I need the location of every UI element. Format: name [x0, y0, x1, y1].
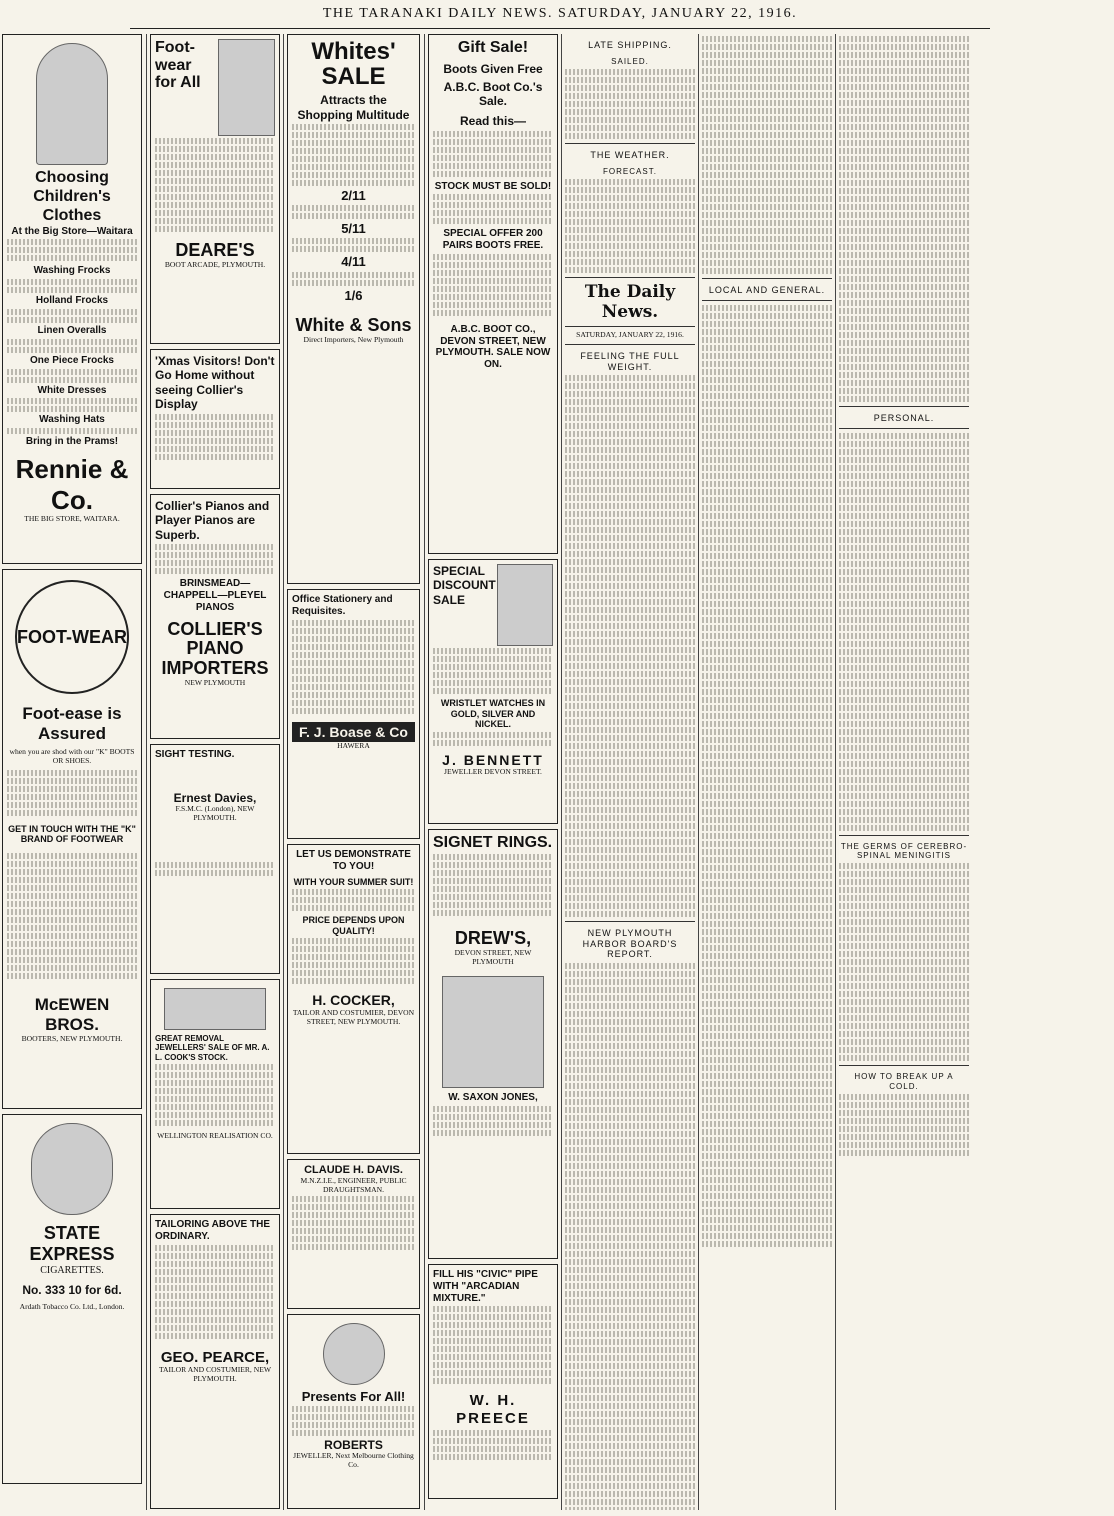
jewellery-illustration — [164, 988, 266, 1030]
section-heading: PERSONAL. — [873, 413, 935, 423]
price: 1/6 — [344, 287, 363, 303]
ad-title: Gift Sale! — [457, 39, 529, 56]
issue-date: SATURDAY, JANUARY 22, 1916. — [576, 330, 684, 340]
ad-footer: THE BIG STORE, WAITARA. — [24, 514, 120, 524]
bennett-ad — [428, 559, 558, 824]
crest-illustration — [31, 1123, 113, 1215]
deare-ad — [150, 34, 280, 344]
ad-sub: WITH YOUR SUMMER SUIT! — [293, 876, 414, 887]
section-subheading: SAILED. — [611, 56, 649, 66]
ad-head: Foot-ease is Assured — [22, 704, 122, 744]
ad-footer: Direct Importers, New Plymouth — [303, 335, 404, 345]
column-2 — [150, 34, 280, 1510]
brand-name: H. COCKER, — [312, 992, 395, 1009]
roberts-ad — [287, 1314, 420, 1509]
ad-title: Collier's Pianos and Player Pianos are Superb. — [155, 499, 270, 542]
ad-title: Whites' SALE — [311, 38, 396, 91]
ad-title: FILL HIS "CIVIC" PIPE WITH "ARCADIAN MIXTURE." — [433, 1269, 538, 1304]
watch-illustration — [497, 564, 553, 646]
ad-sub: F.S.M.C. (London), NEW PLYMOUTH. — [175, 803, 255, 822]
boot-illustration — [218, 39, 275, 136]
article-text — [839, 36, 969, 402]
ad-footer: NEW PLYMOUTH — [184, 677, 246, 687]
column-rule — [424, 34, 425, 1510]
ad-footer: JEWELLER, Next Melbourne Clothing Co. — [293, 1451, 414, 1470]
section-heading: NEW PLYMOUTH HARBOR BOARD'S REPORT. — [582, 928, 678, 960]
davis-ad — [287, 1159, 420, 1309]
ad-title: 'Xmas Visitors! Don't Go Home without seeing Collier's Display — [155, 354, 275, 412]
brand-name: McEWEN BROS. — [34, 994, 110, 1034]
article-text — [839, 1094, 969, 1156]
section-heading: HOW TO BREAK UP A COLD. — [854, 1072, 954, 1091]
brand-name: GEO. PEARCE, — [160, 1348, 270, 1366]
removal-sale-ad — [150, 979, 280, 1209]
state-express-ad — [2, 1114, 142, 1484]
ad-footer: BOOT ARCADE, PLYMOUTH. — [164, 260, 266, 270]
ad-line: One Piece Frocks — [30, 354, 114, 366]
column-rule — [561, 34, 562, 1510]
ad-title: TAILORING ABOVE THE ORDINARY. — [155, 1219, 270, 1242]
ad-line: Holland Frocks — [35, 295, 109, 307]
ad-footer: BOOTERS, NEW PLYMOUTH. — [21, 1033, 123, 1043]
ad-line: Linen Overalls — [37, 325, 107, 337]
ad-line: Washing Frocks — [33, 265, 111, 277]
ad-footer: HAWERA — [337, 741, 370, 751]
drews-ad — [428, 829, 558, 1259]
ad-title: CLAUDE H. DAVIS. — [304, 1164, 403, 1176]
ad-footer: JEWELLER DEVON STREET. — [444, 767, 542, 777]
column-4 — [428, 34, 558, 1510]
ad-sub: CIGARETTES. — [40, 1265, 104, 1277]
brand-name: F. J. Boase & Co — [292, 722, 415, 743]
price: 2/11 — [341, 187, 366, 203]
article-text — [565, 69, 695, 139]
section-subheading: FORECAST. — [603, 166, 657, 176]
ad-title: Foot-wear for All — [155, 39, 201, 92]
ad-name: Ernest Davies, — [173, 790, 257, 805]
article-text — [702, 36, 832, 274]
spectacles-illustration — [442, 976, 544, 1088]
article-text — [565, 375, 695, 917]
ad-title: Presents For All! — [301, 1389, 406, 1404]
cocker-ad — [287, 844, 420, 1154]
ad-line: Bring in the Prams! — [25, 436, 119, 448]
preece-ad — [428, 1264, 558, 1499]
ad-offer: SPECIAL OFFER 200 PAIRS BOOTS FREE. — [442, 228, 544, 252]
brand-name: ROBERTS — [324, 1438, 383, 1453]
brand-name: A.B.C. Boot Co.'s Sale. — [443, 80, 543, 109]
ad-title: Office Stationery and Requisites. — [292, 594, 393, 617]
ad-sub: when you are shod with our "K" BOOTS OR SHOES. — [9, 747, 135, 765]
ad-title: GREAT REMOVAL JEWELLERS' SALE OF MR. A. L. COOK'S STOCK. — [155, 1034, 270, 1062]
price: 4/11 — [341, 254, 366, 270]
ad-caption: W. SAXON JONES, — [448, 1092, 538, 1104]
ad-read: Read this— — [459, 114, 526, 129]
ad-line: Washing Hats — [39, 414, 105, 426]
ad-sub: M.N.Z.I.E., ENGINEER, PUBLIC DRAUGHTSMAN. — [300, 1175, 407, 1194]
ad-sub: Attracts the Shopping Multitude — [297, 93, 410, 122]
watch-illustration — [323, 1323, 385, 1385]
sight-testing-ad — [150, 744, 280, 974]
column-1 — [2, 34, 142, 1510]
logo-text: FOOT-WEAR — [17, 627, 127, 647]
section-heading: LATE SHIPPING. — [588, 40, 672, 50]
ad-footer: TAILOR AND COSTUMIER, DEVON STREET, NEW PLYMOUTH. — [292, 1007, 415, 1026]
ad-title: SPECIAL DISCOUNT SALE — [433, 564, 496, 607]
masthead: THE TARANAKI DAILY NEWS. SATURDAY, JANUARY 22, 1916. — [130, 6, 990, 29]
column-3 — [287, 34, 420, 1510]
article-text — [565, 963, 695, 1510]
ad-footer: WELLINGTON REALISATION CO. — [157, 1131, 273, 1141]
brand-name: J. BENNETT — [442, 751, 544, 768]
column-rule — [146, 34, 147, 1510]
collier-display-ad — [150, 349, 280, 489]
column-6 — [702, 34, 832, 1510]
article-text — [702, 305, 832, 1247]
ad-title: LET US DEMONSTRATE TO YOU! — [296, 849, 411, 872]
column-7 — [839, 34, 969, 1510]
collier-pianos-ad — [150, 494, 280, 739]
ad-title: SIGNET RINGS. — [433, 834, 553, 851]
brand-name: STATE EXPRESS — [29, 1223, 115, 1265]
article-text — [839, 433, 969, 831]
ad-footer: TAILOR AND COSTUMIER, NEW PLYMOUTH. — [158, 1365, 272, 1383]
ad-sub: Boots Given Free — [443, 61, 543, 76]
rennie-ad — [2, 34, 142, 564]
column-rule — [835, 34, 836, 1510]
ad-line: White Dresses — [37, 384, 107, 396]
ad-price: No. 333 10 for 6d. — [22, 1283, 122, 1298]
section-heading: THE WEATHER. — [590, 150, 670, 161]
brand-name: Rennie & Co. — [15, 454, 129, 515]
article-text — [839, 863, 969, 1061]
ad-sub: At the Big Store—Waitara — [11, 225, 133, 237]
brand-name: COLLIER'S PIANO IMPORTERS — [161, 618, 269, 679]
ad-title: Choosing Children's Clothes — [33, 169, 111, 224]
ad-stock: STOCK MUST BE SOLD! — [434, 180, 552, 192]
column-5 — [565, 34, 695, 1510]
article-text — [565, 179, 695, 273]
ad-title: SIGHT TESTING. — [155, 749, 235, 760]
ad-footer: DEVON STREET, NEW PLYMOUTH — [454, 947, 532, 966]
whites-sale-ad — [287, 34, 420, 584]
mcewen-ad — [2, 569, 142, 1109]
ad-footer: A.B.C. BOOT CO., DEVON STREET, NEW PLYMOUTH. SALE NOW ON. — [435, 323, 551, 371]
brand-name: DREW'S, — [454, 927, 532, 948]
paper-title: The Daily News. — [584, 282, 676, 323]
brand-name: W. H. PREECE — [456, 1392, 530, 1428]
ad-mid: PRICE DEPENDS UPON QUALITY! — [302, 915, 405, 936]
ad-cta: GET IN TOUCH WITH THE "K" BRAND OF FOOTWEAR — [8, 823, 136, 845]
footwear-logo — [15, 580, 129, 694]
brand-name: White & Sons — [295, 315, 412, 335]
column-rule — [283, 34, 284, 1510]
section-heading: FEELING THE FULL WEIGHT. — [580, 350, 680, 372]
child-illustration — [36, 43, 108, 165]
ad-footer: Ardath Tobacco Co. Ltd., London. — [19, 1302, 125, 1312]
pearce-ad — [150, 1214, 280, 1509]
boase-ad — [287, 589, 420, 839]
price: 5/11 — [341, 221, 366, 237]
brand-name: DEARE'S — [175, 240, 255, 260]
section-heading: LOCAL AND GENERAL. — [708, 285, 826, 295]
section-heading: THE GERMS OF CEREBRO-SPINAL MENINGITIS — [840, 841, 968, 861]
ad-sub: WRISTLET WATCHES IN GOLD, SILVER AND NICKEL. — [440, 698, 546, 730]
column-rule — [698, 34, 699, 1510]
abc-boot-ad — [428, 34, 558, 554]
ad-sub: BRINSMEAD—CHAPPELL—PLEYEL PIANOS — [163, 578, 267, 613]
